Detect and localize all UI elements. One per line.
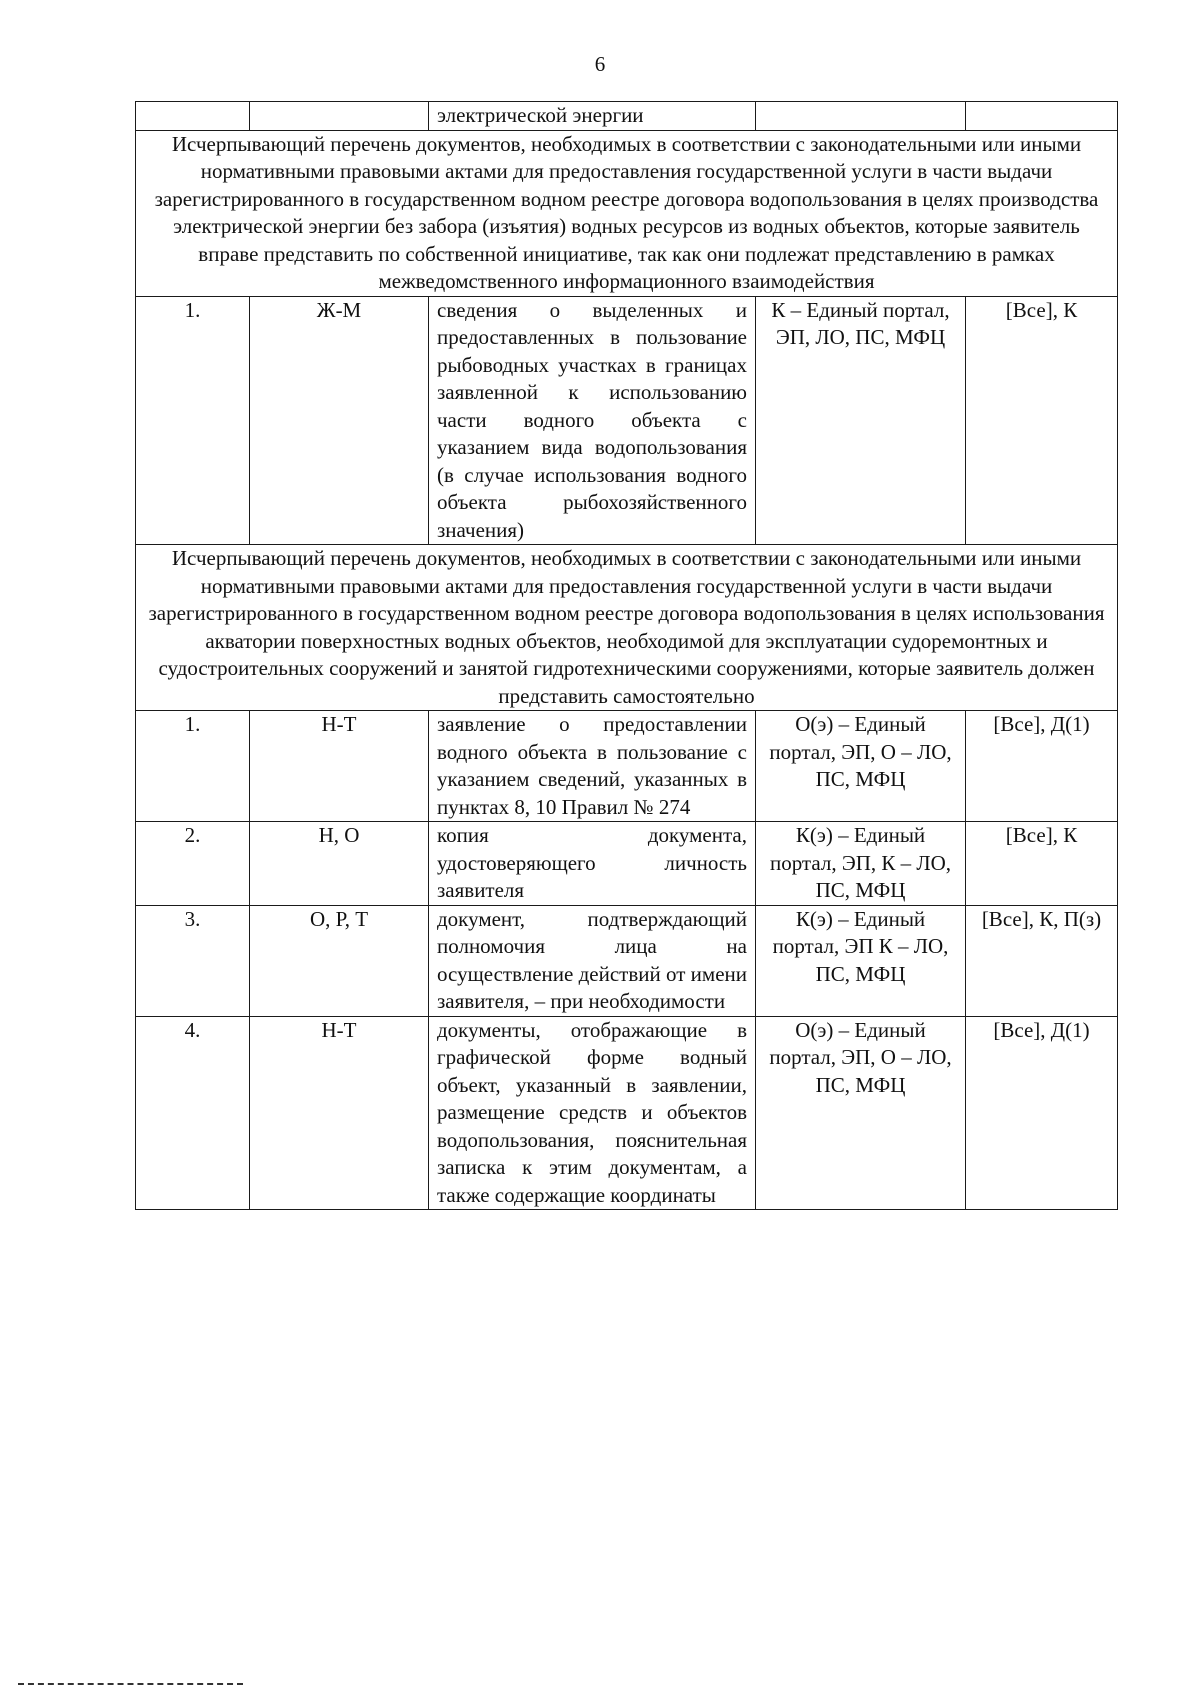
section-heading: Исчерпывающий перечень документов, необходимых в соответствии с законодательными или иными нормативными правовыми актами для предоставления государственной услуги в части выдачи зарегистрированного в государственном водном реестре договора водопользования в целях производства электрической энергии без забора (изъятия) водных ресурсов из водных объектов, которые заявитель вправе представить по собственной инициативе, так как они подлежат представлению в рамках межведомственного информационного взаимодействия bbox=[136, 130, 1118, 296]
cell-code bbox=[250, 102, 429, 131]
cell-code: Н-Т bbox=[250, 711, 429, 822]
cell-category: [Все], Д(1) bbox=[966, 711, 1118, 822]
cell-description: заявление о предоставлении водного объекта в пользование с указанием сведений, указанных в пунктах 8, 10 Правил № 274 bbox=[429, 711, 756, 822]
table-row bbox=[136, 296, 1118, 545]
cell-number: 2. bbox=[136, 822, 250, 906]
page-number: 6 bbox=[594, 52, 606, 76]
cell-number: 1. bbox=[136, 711, 250, 822]
cell-description: электрической энергии bbox=[429, 102, 756, 131]
cell-code: Н-Т bbox=[250, 1016, 429, 1210]
cell-form: О(э) – Единый портал, ЭП, О – ЛО, ПС, МФЦ bbox=[756, 711, 966, 822]
cell-number: 1. bbox=[136, 296, 250, 545]
cell-description: документ, подтверждающий полномочия лица на осуществление действий от имени заявителя, – при необходимости bbox=[429, 905, 756, 1016]
table-row bbox=[136, 905, 1118, 1016]
cell-form bbox=[756, 102, 966, 131]
cell-number: 3. bbox=[136, 905, 250, 1016]
cell-category: [Все], К bbox=[966, 296, 1118, 545]
section-heading: Исчерпывающий перечень документов, необходимых в соответствии с законодательными или иными нормативными правовыми актами для предоставления государственной услуги в части выдачи зарегистрированного в государственном водном реестре договора водопользования в целях использования акватории поверхностных водных объектов, необходимой для эксплуатации судоремонтных и судостроительных сооружений и занятой гидротехническими сооружениями, которые заявитель должен представить самостоятельно bbox=[136, 545, 1118, 711]
cell-number: 4. bbox=[136, 1016, 250, 1210]
section-heading-row bbox=[136, 130, 1118, 296]
section-heading-row bbox=[136, 545, 1118, 711]
cell-description: сведения о выделенных и предоставленных в пользование рыбоводных участках в границах заявленной к использованию части водного объекта с указанием вида водопользования (в случае использования водного объекта рыбохозяйственного значения) bbox=[429, 296, 756, 545]
cell-code: Н, О bbox=[250, 822, 429, 906]
table-row-continuation bbox=[136, 102, 1118, 131]
cell-description: копия документа, удостоверяющего личность заявителя bbox=[429, 822, 756, 906]
cell-code: О, Р, Т bbox=[250, 905, 429, 1016]
cell-category: [Все], К bbox=[966, 822, 1118, 906]
cell-category bbox=[966, 102, 1118, 131]
cell-form: К(э) – Единый портал, ЭП, К – ЛО, ПС, МФЦ bbox=[756, 822, 966, 906]
footer-rule bbox=[18, 1683, 243, 1685]
documents-table bbox=[135, 101, 1118, 1210]
table-row bbox=[136, 1016, 1118, 1210]
cell-form: О(э) – Единый портал, ЭП, О – ЛО, ПС, МФЦ bbox=[756, 1016, 966, 1210]
cell-form: К – Единый портал, ЭП, ЛО, ПС, МФЦ bbox=[756, 296, 966, 545]
table-row bbox=[136, 822, 1118, 906]
cell-form: К(э) – Единый портал, ЭП К – ЛО, ПС, МФЦ bbox=[756, 905, 966, 1016]
cell-number bbox=[136, 102, 250, 131]
cell-code: Ж-М bbox=[250, 296, 429, 545]
table-row bbox=[136, 711, 1118, 822]
cell-category: [Все], К, П(з) bbox=[966, 905, 1118, 1016]
cell-category: [Все], Д(1) bbox=[966, 1016, 1118, 1210]
cell-description: документы, отображающие в графической форме водный объект, указанный в заявлении, размещение средств и объектов водопользования, пояснительная записка к этим документам, а также содержащие координаты bbox=[429, 1016, 756, 1210]
